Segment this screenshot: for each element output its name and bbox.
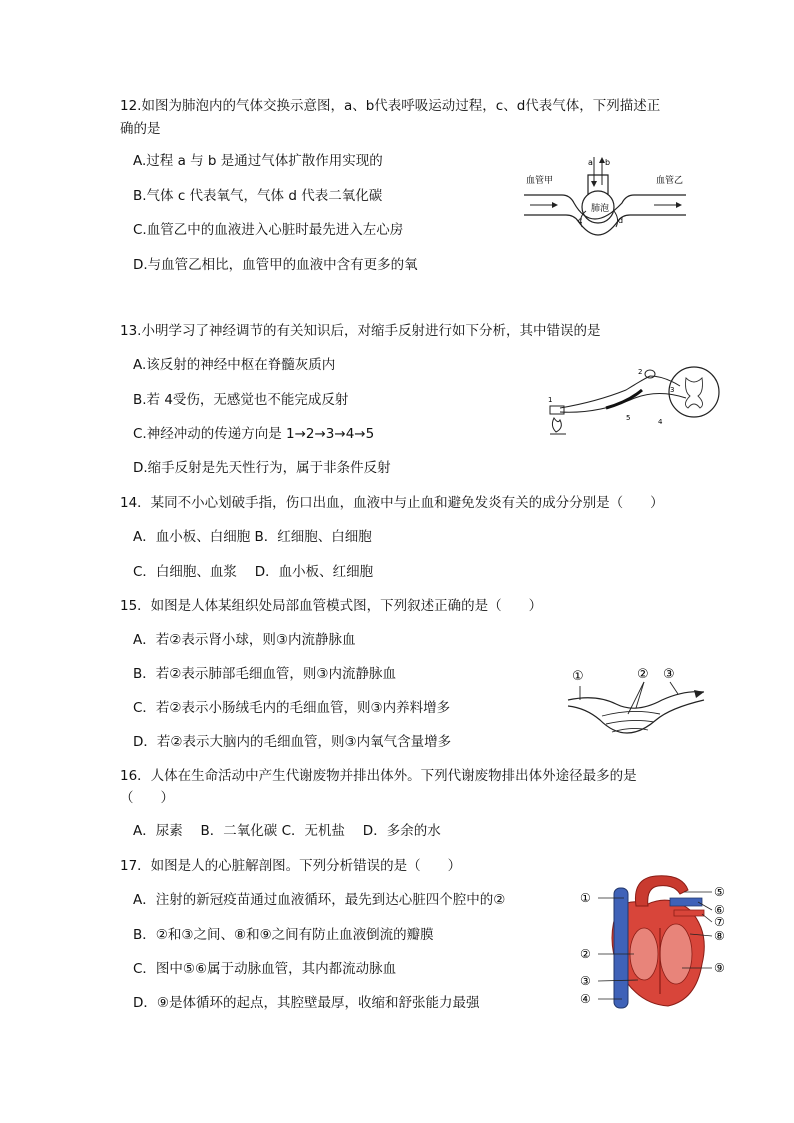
q16-stem-line1: 16．人体在生命活动中产生代谢废物并排出体外。下列代谢废物排出体外途径最多的是 [120,768,637,784]
label-4: 4 [658,418,663,426]
label-a: a [588,158,593,167]
q13-option-b: B.若 4受伤，无感觉也不能完成反射 [133,392,349,408]
q17-option-d: D．⑨是体循环的起点，其腔壁最厚，收缩和舒张能力最强 [133,995,480,1011]
vessel-b-label: 血管乙 [656,176,684,186]
label-d: d [618,216,624,225]
reflex-arc-figure [546,362,728,440]
q12-option-b: B.气体 c 代表氧气，气体 d 代表二氧化碳 [133,188,383,204]
heart-label-5: ⑤ [714,885,725,899]
q15-stem: 15．如图是人体某组织处局部血管模式图，下列叙述正确的是（ ） [120,598,543,614]
heart-label-2: ② [580,947,591,961]
heart-label-3: ③ [580,974,591,988]
capillary-figure [566,664,708,746]
label-3: 3 [670,386,675,394]
q14-options-line1: A．血小板、白细胞 B．红细胞、白细胞 [133,529,372,545]
label-c: c [578,216,583,225]
vessel-a-label: 血管甲 [526,176,554,186]
q17-option-c: C．图中⑤⑥属于动脉血管，其内都流动脉血 [133,961,397,977]
label-5: 5 [626,414,631,422]
q17-stem: 17．如图是人的心脏解剖图。下列分析错误的是（ ） [120,858,462,874]
marker-2: ② [637,667,649,682]
alveolus-label: 肺泡 [591,204,610,214]
q15-option-b: B．若②表示肺部毛细血管，则③内流静脉血 [133,666,396,682]
q12-stem-line2: 确的是 [120,121,161,137]
label-2: 2 [638,368,643,376]
q15-option-c: C．若②表示小肠绒毛内的毛细血管，则③内养料增多 [133,700,451,716]
marker-3: ③ [663,667,675,682]
q12-option-c: C.血管乙中的血液进入心脏时最先进入左心房 [133,222,404,238]
q14-stem: 14．某同不小心划破手指，伤口出血，血液中与止血和避免发炎有关的成分分别是（ ） [120,495,664,511]
q15-option-d: D．若②表示大脑内的毛细血管，则③内氧气含量增多 [133,734,452,750]
q17-option-a: A．注射的新冠疫苗通过血液循环，最先到达心脏四个腔中的② [133,892,506,908]
heart-label-9: ⑨ [714,961,725,975]
q13-option-d: D.缩手反射是先天性行为，属于非条件反射 [133,460,391,476]
q16-options: A．尿素 B．二氧化碳 C．无机盐 D．多余的水 [133,823,441,839]
q13-option-c: C.神经冲动的传递方向是 1→2→3→4→5 [133,426,375,442]
heart-label-4: ④ [580,992,591,1006]
q12-option-d: D.与血管乙相比，血管甲的血液中含有更多的氧 [133,257,418,273]
q12-option-a: A.过程 a 与 b 是通过气体扩散作用实现的 [133,153,383,169]
q13-stem: 13.小明学习了神经调节的有关知识后，对缩手反射进行如下分析，其中错误的是 [120,323,601,339]
q17-option-b: B．②和③之间、⑧和⑨之间有防止血液倒流的瓣膜 [133,927,434,943]
q14-options-line2: C．白细胞、血浆 D．血小板、红细胞 [133,564,374,580]
heart-label-6: ⑥ [714,903,725,917]
marker-1: ① [572,669,584,684]
q16-stem-line2: （ ） [120,790,174,806]
q13-option-a: A.该反射的神经中枢在脊髓灰质内 [133,357,336,373]
heart-label-8: ⑧ [714,929,725,943]
label-b: b [605,158,611,167]
heart-label-7: ⑦ [714,915,725,929]
q15-option-a: A．若②表示肾小球，则③内流静脉血 [133,632,356,648]
heart-anatomy-figure [578,868,730,1014]
label-1: 1 [548,396,553,404]
alveolus-gas-exchange-figure [522,155,690,250]
q12-stem-line1: 12.如图为肺泡内的气体交换示意图，a、b代表呼吸运动过程，c、d代表气体，下列描述正 [120,98,661,114]
heart-label-1: ① [580,891,591,905]
